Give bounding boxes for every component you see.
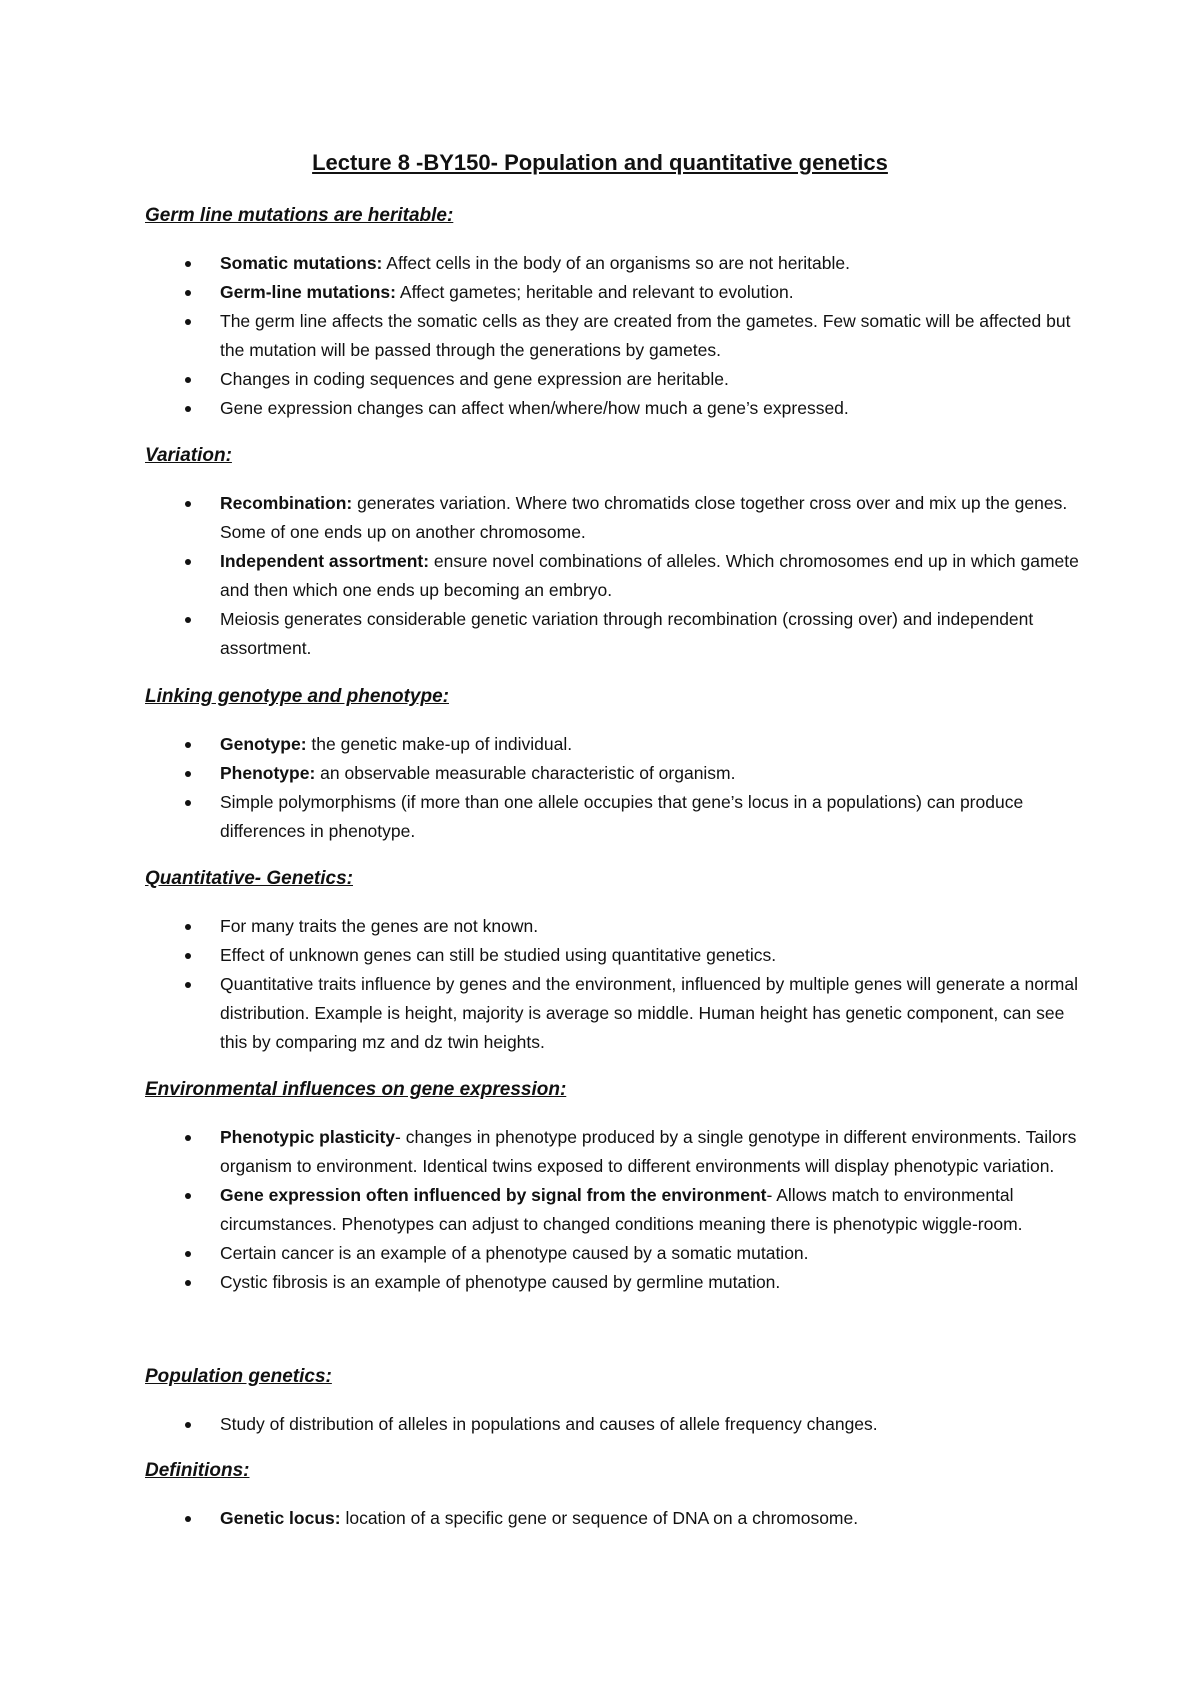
bullet-text: Study of distribution of alleles in populations and causes of allele frequency changes. bbox=[220, 1414, 878, 1434]
page-title: Lecture 8 -BY150- Population and quantitative genetics bbox=[312, 150, 888, 175]
bullet-item bbox=[145, 547, 1080, 605]
bullet-icon bbox=[185, 261, 191, 267]
bullet-text: Affect cells in the body of an organisms so are not heritable. bbox=[382, 253, 850, 273]
bullet-icon bbox=[185, 319, 191, 325]
bullet-item bbox=[145, 1123, 1080, 1181]
bullet-text: The germ line affects the somatic cells as they are created from the gametes. Few somatic will be affected but the mutation will be passed through the generations by gametes. bbox=[220, 311, 1071, 360]
bullet-term: Independent assortment: bbox=[220, 551, 430, 571]
bullet-item bbox=[145, 249, 1080, 278]
bullet-list bbox=[145, 1123, 1080, 1297]
bullet-item bbox=[145, 489, 1080, 547]
section-definitions bbox=[145, 1458, 1080, 1533]
section-linking-genotype-phenotype bbox=[145, 684, 1080, 846]
section-heading: Quantitative- Genetics: bbox=[145, 868, 353, 889]
bullet-icon bbox=[185, 406, 191, 412]
section-germ-line bbox=[145, 203, 1080, 423]
bullet-text: Simple polymorphisms (if more than one allele occupies that gene’s locus in a populations) can produce differences in phenotype. bbox=[220, 792, 1024, 841]
section-heading: Population genetics: bbox=[145, 1366, 332, 1387]
bullet-item bbox=[145, 730, 1080, 759]
section-heading: Definitions: bbox=[145, 1460, 250, 1481]
bullet-text: Affect gametes; heritable and relevant to evolution. bbox=[396, 282, 794, 302]
bullet-text: Quantitative traits influence by genes and the environment, influenced by multiple genes will generate a normal distribution. Example is height, majority is average so middle. Human height has genetic component, can see this by comparing mz and dz twin heights. bbox=[220, 974, 1079, 1052]
bullet-item bbox=[145, 1504, 1080, 1533]
bullet-icon bbox=[185, 924, 191, 930]
bullet-icon bbox=[185, 559, 191, 565]
section-population-genetics bbox=[145, 1364, 1080, 1439]
bullet-item bbox=[145, 307, 1080, 365]
bullet-item bbox=[145, 394, 1080, 423]
bullet-term: Phenotypic plasticity bbox=[220, 1127, 396, 1147]
bullet-item bbox=[145, 788, 1080, 846]
bullet-icon bbox=[185, 1516, 191, 1522]
section-variation bbox=[145, 443, 1080, 663]
section-heading: Germ line mutations are heritable: bbox=[145, 205, 454, 226]
bullet-list bbox=[145, 249, 1080, 423]
section-environmental-influences bbox=[145, 1077, 1080, 1297]
section-heading: Linking genotype and phenotype: bbox=[145, 686, 449, 707]
bullet-item bbox=[145, 1239, 1080, 1268]
bullet-term: Genotype: bbox=[220, 734, 307, 754]
bullet-text: generates variation. Where two chromatids close together cross over and mix up the genes. Some of one ends up on another chromosome. bbox=[220, 493, 1068, 542]
section-heading: Variation: bbox=[145, 445, 232, 466]
bullet-icon bbox=[185, 742, 191, 748]
section-heading: Environmental influences on gene expression: bbox=[145, 1079, 567, 1100]
bullet-list bbox=[145, 1410, 1080, 1439]
bullet-list bbox=[145, 912, 1080, 1057]
bullet-item bbox=[145, 970, 1080, 1057]
bullet-item bbox=[145, 365, 1080, 394]
bullet-term: Phenotype: bbox=[220, 763, 316, 783]
bullet-text: - Allows match to environmental circumstances. Phenotypes can adjust to changed conditions meaning there is phenotypic wiggle-room. bbox=[220, 1185, 1023, 1234]
bullet-icon bbox=[185, 771, 191, 777]
bullet-item bbox=[145, 912, 1080, 941]
bullet-term: Germ-line mutations: bbox=[220, 282, 396, 302]
bullet-text: For many traits the genes are not known. bbox=[220, 916, 539, 936]
bullet-icon bbox=[185, 1193, 191, 1199]
bullet-list bbox=[145, 730, 1080, 846]
bullet-text: ensure novel combinations of alleles. Which chromosomes end up in which gamete and then which one ends up becoming an embryo. bbox=[220, 551, 1079, 600]
bullet-text: Certain cancer is an example of a phenotype caused by a somatic mutation. bbox=[220, 1243, 809, 1263]
bullet-text: Meiosis generates considerable genetic variation through recombination (crossing over) and independent assortment. bbox=[220, 609, 1034, 658]
bullet-item bbox=[145, 1181, 1080, 1239]
bullet-icon bbox=[185, 982, 191, 988]
bullet-icon bbox=[185, 953, 191, 959]
bullet-text: Gene expression changes can affect when/where/how much a gene’s expressed. bbox=[220, 398, 849, 418]
bullet-text: Cystic fibrosis is an example of phenotype caused by germline mutation. bbox=[220, 1272, 781, 1292]
bullet-item bbox=[145, 278, 1080, 307]
bullet-list bbox=[145, 1504, 1080, 1533]
section-quantitative-genetics bbox=[145, 866, 1080, 1057]
bullet-term: Recombination: bbox=[220, 493, 353, 513]
bullet-item bbox=[145, 605, 1080, 663]
bullet-icon bbox=[185, 377, 191, 383]
bullet-text: - changes in phenotype produced by a single genotype in different environments. Tailors organism to environment. Identical twins exposed to different environments will display phenotypic variation. bbox=[220, 1127, 1077, 1176]
bullet-icon bbox=[185, 1280, 191, 1286]
bullet-icon bbox=[185, 617, 191, 623]
bullet-icon bbox=[185, 1251, 191, 1257]
bullet-text: Effect of unknown genes can still be studied using quantitative genetics. bbox=[220, 945, 777, 965]
bullet-item bbox=[145, 759, 1080, 788]
bullet-text: location of a specific gene or sequence of DNA on a chromosome. bbox=[340, 1508, 859, 1528]
bullet-icon bbox=[185, 290, 191, 296]
bullet-icon bbox=[185, 800, 191, 806]
bullet-text: Changes in coding sequences and gene expression are heritable. bbox=[220, 369, 729, 389]
bullet-term: Genetic locus: bbox=[220, 1508, 341, 1528]
bullet-item bbox=[145, 941, 1080, 970]
bullet-item bbox=[145, 1410, 1080, 1439]
bullet-icon bbox=[185, 1422, 191, 1428]
bullet-icon bbox=[185, 501, 191, 507]
bullet-text: an observable measurable characteristic of organism. bbox=[315, 763, 736, 783]
bullet-text: the genetic make-up of individual. bbox=[306, 734, 573, 754]
bullet-item bbox=[145, 1268, 1080, 1297]
bullet-term: Gene expression often influenced by signal from the environment bbox=[220, 1185, 767, 1205]
bullet-icon bbox=[185, 1135, 191, 1141]
bullet-list bbox=[145, 489, 1080, 663]
bullet-term: Somatic mutations: bbox=[220, 253, 383, 273]
